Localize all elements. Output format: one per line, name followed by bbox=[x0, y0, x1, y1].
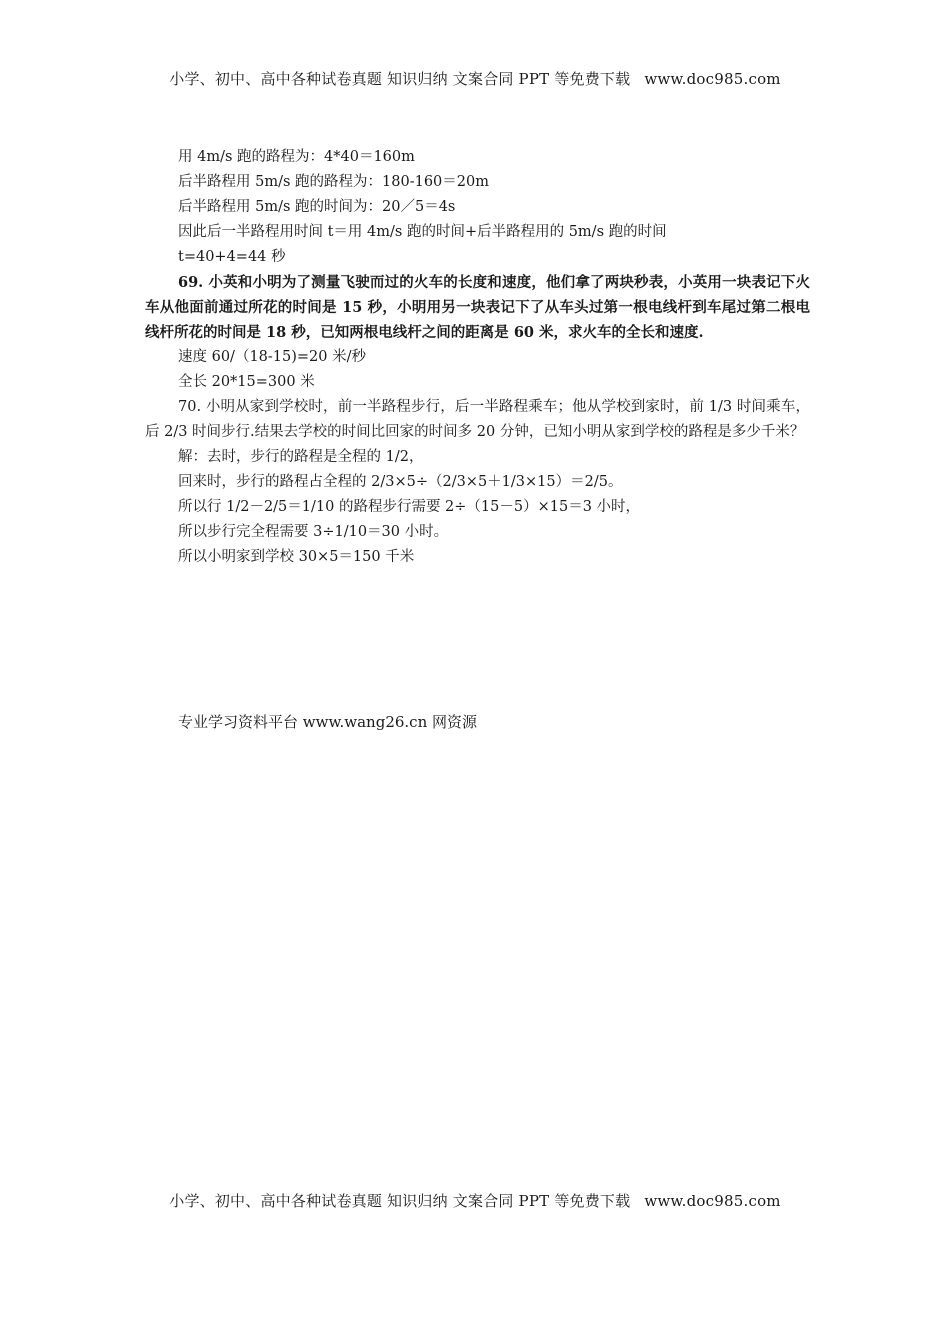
solution-68-line-5: t=40+4=44 秒 bbox=[178, 249, 286, 265]
page-header bbox=[0, 68, 950, 89]
answer-70-line-4: 所以步行完全程需要 3÷1/10＝30 小时。 bbox=[178, 524, 449, 540]
answer-69-length: 全长 20*15=300 米 bbox=[178, 374, 315, 390]
answer-70-line-3: 所以行 1/2－2/5＝1/10 的路程步行需要 2÷（15－5）×15＝3 小时， bbox=[178, 499, 641, 515]
page-footer bbox=[0, 1190, 950, 1211]
source-note: 专业学习资料平台 www.wang26.cn 网资源 bbox=[178, 713, 478, 731]
answer-69-speed: 速度 60/（18-15)=20 米/秒 bbox=[178, 349, 366, 365]
answer-70-line-5: 所以小明家到学校 30×5＝150 千米 bbox=[178, 549, 415, 565]
document-body bbox=[145, 145, 810, 570]
footer-url[interactable]: www.doc985.com bbox=[644, 1192, 781, 1210]
header-text: 小学、初中、高中各种试卷真题 知识归纳 文案合同 PPT 等免费下载 bbox=[169, 70, 631, 88]
answer-70-line-1: 解：去时，步行的路程是全程的 1/2， bbox=[178, 449, 424, 465]
footer-text: 小学、初中、高中各种试卷真题 知识归纳 文案合同 PPT 等免费下载 bbox=[169, 1192, 631, 1210]
solution-68-line-3: 后半路程用 5m/s 跑的时间为：20／5＝4s bbox=[178, 199, 456, 215]
solution-68-line-4: 因此后一半路程用时间 t＝用 4m/s 跑的时间+后半路程用的 5m/s 跑的时间 bbox=[178, 224, 667, 240]
question-69: 69. 小英和小明为了测量飞驶而过的火车的长度和速度，他们拿了两块秒表，小英用一块表记下火车从他面前通过所花的时间是 15 秒，小明用另一块表记下了从车头过第一根电线杆到车尾过第二根电线杆所花的时间是 18 秒，已知两根电线杆之间的距离是 60 米，求火车的全长和速度. bbox=[145, 274, 810, 341]
question-70: 70. 小明从家到学校时，前一半路程步行，后一半路程乘车；他从学校到家时，前 1/3 时间乘车，后 2/3 时间步行.结果去学校的时间比回家的时间多 20 分钟，已知小明从家到学校的路程是多少千米？ bbox=[145, 399, 810, 440]
answer-70-line-2: 回来时，步行的路程占全程的 2/3×5÷（2/3×5＋1/3×15）＝2/5。 bbox=[178, 474, 623, 490]
solution-68-line-1: 用 4m/s 跑的路程为：4*40＝160m bbox=[178, 149, 415, 165]
header-url[interactable]: www.doc985.com bbox=[644, 70, 781, 88]
solution-68-line-2: 后半路程用 5m/s 跑的路程为：180-160＝20m bbox=[178, 174, 489, 190]
